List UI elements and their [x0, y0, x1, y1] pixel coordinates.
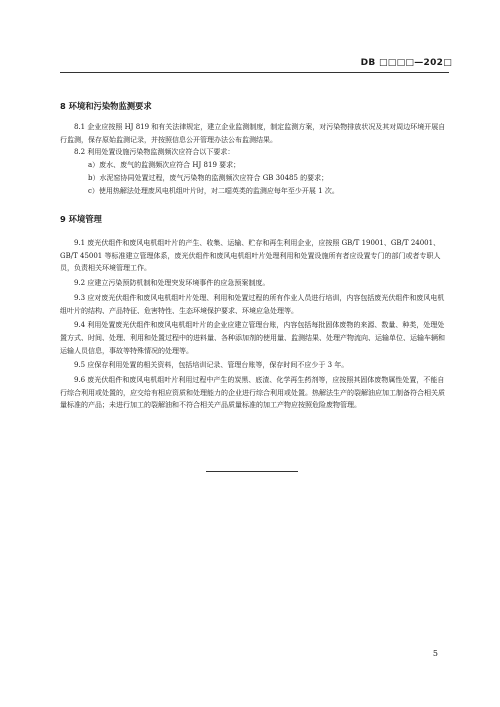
- section-8-title: 8 环境和污染物监测要求: [60, 101, 152, 111]
- end-of-text-rule: [206, 471, 298, 472]
- header-divider: [60, 72, 449, 73]
- clause-9-2: 9.2 应建立污染预防机制和处理突发环境事件的应急预案制度。: [74, 279, 270, 288]
- section-9-body: [60, 237, 449, 412]
- standard-code: DB □□□□—202□: [360, 58, 452, 68]
- section-9-title: 9 环境管理: [60, 214, 102, 224]
- section-8-body: [60, 121, 449, 197]
- clause-8-2: 8.2 利用处置设施污染物监测频次应符合以下要求：: [74, 148, 235, 157]
- clause-9-5: 9.5 应保存利用处置的相关资料，包括培训记录、管理台账等，保存时间不应少于 3 年。: [74, 361, 349, 370]
- list-item: a）废水、废气的监测频次应符合 HJ 819 要求；: [88, 161, 241, 170]
- page-number: 5: [432, 649, 438, 658]
- clause-9-6: 9.6 废光伏组件和废风电机组叶片利用过程中产生的炭黑、底渣、化学再生药剂等，应按照其固体废物属性处置，不能自行综合利用或处置的，应交给有相应资质和处理能力的企业进行综合利用或处置。热解法生产的裂解油应加工制备符合相关质量标准的产品；未进行加工的裂解油和不符合相关产品质量标准的加工产物应按照危险废物管理。: [60, 376, 445, 410]
- clause-8-1: 8.1 企业应按照 HJ 819 和有关法律规定，建立企业监测制度，制定监测方案，对污染物排放状况及其对周边环境开展自行监测，保存原始监测记录，并按照信息公开管理办法公布监测结果。: [60, 123, 446, 144]
- clause-9-3: 9.3 应对废光伏组件和废风电机组叶片处理、利用和处置过程的所有作业人员进行培训，内容包括废光伏组件和废风电机组叶片的结构、产品特征、危害特性、生态环境保护要求、环境应急处理等。: [60, 293, 445, 315]
- list-item: c）使用热解法处理废风电机组叶片时，对二噁英类的监测应每年至少开展 1 次。: [88, 186, 339, 195]
- clause-9-4: 9.4 利用处置废光伏组件和废风电机组叶片的企业应建立管理台账，内容包括每批固体废物的来源、数量、种类，处理处置方式、时间、处理、利用和处置过程中的进料量、各种添加剂的使用量、监测结果、处理产物流向、运输单位、运输车辆和运输人员信息，事故等特殊情况的处理等。: [60, 321, 445, 355]
- list-item: b）水泥窑协同处置过程，废气污染物的监测频次应符合 GB 30485 的要求；: [88, 173, 329, 182]
- clause-9-1: 9.1 废光伏组件和废风电机组叶片的产生、收集、运输、贮存和再生利用企业，应按照 GB/T 19001、GB/T 24001、GB/T 45001 等标准建立管理体系，废光伏组件和废风电机组叶片处理利用和处置设施所有者应设置专门的部门或者专职人员，负责相关环境管理工作。: [60, 239, 441, 273]
